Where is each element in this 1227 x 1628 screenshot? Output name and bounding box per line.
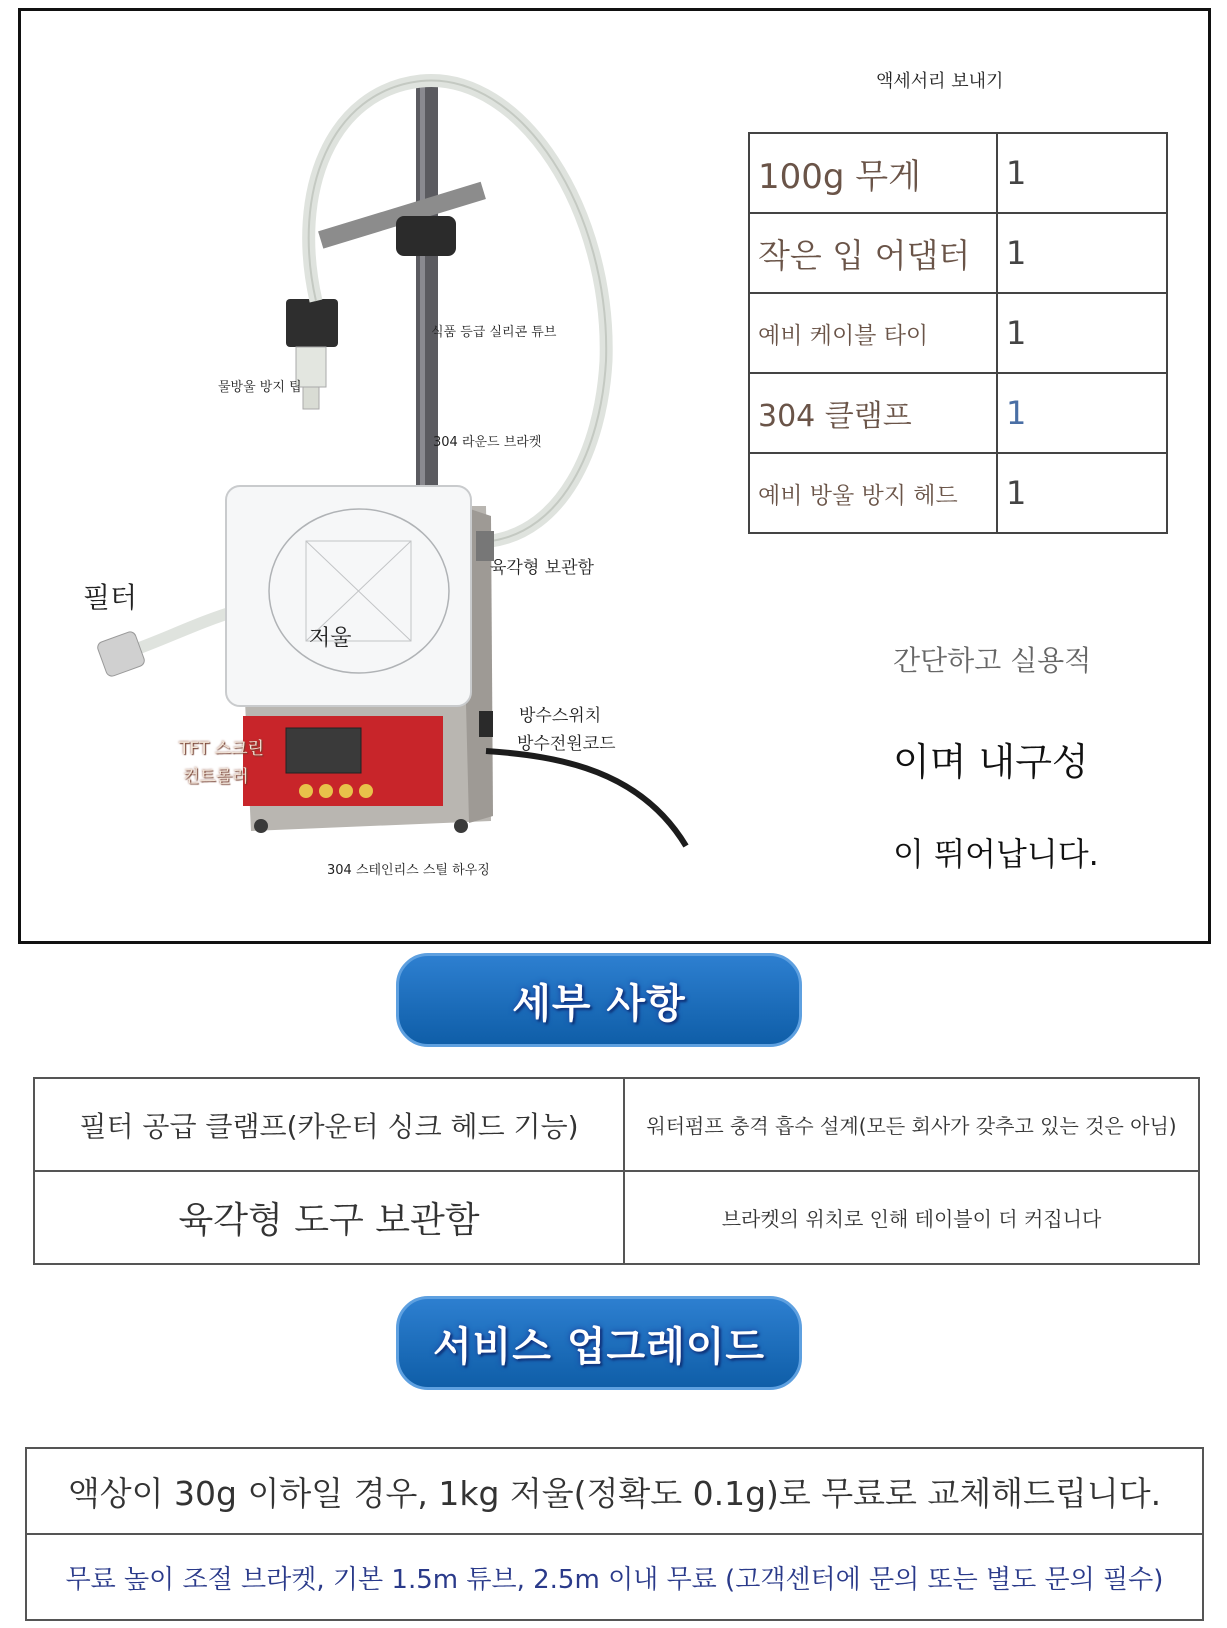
tagline-line-1: 간단하고 실용적 bbox=[893, 644, 1092, 677]
callout-waterproof-cord: 방수전원코드 bbox=[517, 734, 616, 754]
service-item: 무료 높이 조절 브라켓, 기본 1.5m 튜브, 2.5m 이내 무료 (고객센터에 문의 또는 별도 문의 필수) bbox=[26, 1534, 1203, 1620]
callout-filter: 필터 bbox=[83, 581, 138, 614]
accessory-qty: 1 bbox=[997, 453, 1167, 533]
callout-housing: 304 스테인리스 스틸 하우징 bbox=[327, 863, 490, 878]
accessory-qty: 1 bbox=[997, 293, 1167, 373]
accessory-name: 예비 케이블 타이 bbox=[749, 293, 997, 373]
accessory-name: 304 클램프 bbox=[749, 373, 997, 453]
callout-hex-box: 육각형 보관함 bbox=[490, 558, 594, 578]
accessory-name: 작은 입 어댑터 bbox=[749, 213, 997, 293]
tagline-line-2: 이며 내구성 bbox=[893, 740, 1089, 784]
accessories-title: 액세서리 보내기 bbox=[876, 71, 1004, 92]
callout-tft-screen: TFT 스크린 bbox=[179, 739, 264, 759]
service-row bbox=[26, 1448, 1203, 1534]
accessories-table bbox=[748, 132, 1168, 534]
product-panel bbox=[18, 8, 1211, 944]
callout-drip-tip: 물방울 방지 팁 bbox=[218, 380, 302, 395]
pole-clamp bbox=[396, 216, 456, 256]
accessory-row bbox=[749, 133, 1167, 213]
filter-icon bbox=[96, 630, 146, 678]
accessory-row bbox=[749, 453, 1167, 533]
callout-waterproof-switch: 방수스위치 bbox=[519, 706, 602, 726]
accessory-name: 예비 방울 방지 헤드 bbox=[749, 453, 997, 533]
callout-round-bracket: 304 라운드 브라켓 bbox=[433, 435, 542, 450]
accessory-row bbox=[749, 213, 1167, 293]
accessory-qty: 1 bbox=[997, 373, 1167, 453]
power-cord bbox=[486, 751, 686, 846]
accessory-name: 100g 무게 bbox=[749, 133, 997, 213]
service-row bbox=[26, 1534, 1203, 1620]
details-feature: 육각형 도구 보관함 bbox=[34, 1171, 624, 1264]
accessory-row bbox=[749, 293, 1167, 373]
service-table bbox=[25, 1447, 1204, 1621]
accessory-qty: 1 bbox=[997, 133, 1167, 213]
nozzle-holder bbox=[286, 299, 338, 347]
silicone-tube bbox=[309, 80, 607, 541]
service-item: 액상이 30g 이하일 경우, 1kg 저울(정확도 0.1g)로 무료로 교체해드립니다. bbox=[26, 1448, 1203, 1534]
details-table bbox=[33, 1077, 1200, 1265]
callout-tft-controller: 컨트롤러 bbox=[183, 767, 249, 787]
tft-screen bbox=[286, 728, 361, 773]
details-row bbox=[34, 1078, 1199, 1171]
tagline-line-3: 이 뛰어납니다. bbox=[893, 835, 1099, 873]
details-row bbox=[34, 1171, 1199, 1264]
accessory-qty: 1 bbox=[997, 213, 1167, 293]
service-banner: 서비스 업그레이드 bbox=[396, 1296, 802, 1390]
details-description: 워터펌프 충격 흡수 설계(모든 회사가 갖추고 있는 것은 아님) bbox=[624, 1078, 1199, 1171]
details-banner: 세부 사항 bbox=[396, 953, 802, 1047]
details-feature: 필터 공급 클램프(카운터 싱크 헤드 기능) bbox=[34, 1078, 624, 1171]
callout-food-tube: 식품 등급 실리콘 튜브 bbox=[431, 325, 557, 340]
filling-machine-illustration bbox=[21, 11, 741, 941]
details-description: 브라켓의 위치로 인해 테이블이 더 커집니다 bbox=[624, 1171, 1199, 1264]
callout-scale: 저울 bbox=[309, 626, 352, 651]
accessory-row bbox=[749, 373, 1167, 453]
